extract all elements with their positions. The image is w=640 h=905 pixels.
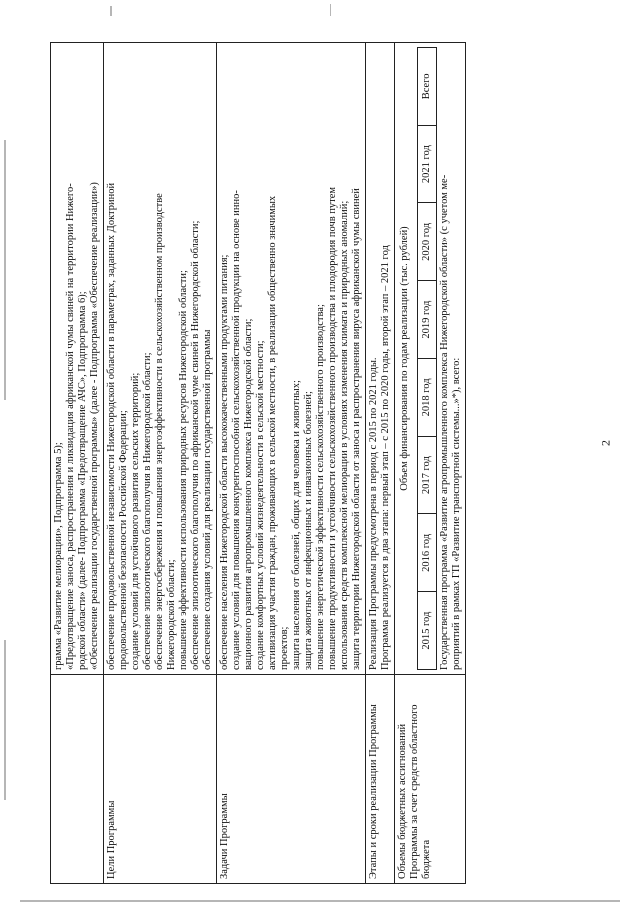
- table-row: [217, 43, 366, 884]
- text-line: обеспечение эпизоотического благополучия в Нижегородской области;: [142, 352, 153, 670]
- text-line: обеспечение энергосбережения и повышения энергоэффективности в сельскохозяйственном производстве: [154, 193, 165, 670]
- row-content: [51, 43, 104, 675]
- text-line: обеспечение создания условий для реализации государственной программы: [202, 329, 213, 670]
- financing-footnote: [437, 47, 463, 670]
- row-label: Объемы бюджетных ассигнований Программы за счет средств областного бюджета: [395, 675, 466, 884]
- table-row: [104, 43, 217, 884]
- text-line: «Предотвращение заноса, распространения и ликвидация африканской чумы свиней на территории Нижего-: [65, 183, 76, 670]
- year-header: 2019 год: [418, 281, 437, 359]
- scan-edge-mark: [110, 6, 112, 16]
- text-line: обеспечение эпизоотического благополучия по африканской чуме свиней в Нижегородской области;: [190, 220, 201, 670]
- financing-years-table: [417, 47, 437, 670]
- text-line: повышение эффективности использования природных ресурсов Нижегородской области;: [178, 270, 189, 670]
- year-header: 2015 год: [418, 592, 437, 670]
- scan-edge-mark: [330, 4, 331, 16]
- text-line: повышение продуктивности и устойчивости сельскохозяйственного производства и плодородия почв путем: [327, 186, 338, 670]
- text-line: защита населения от болезней, общих для человека и животных;: [291, 380, 302, 670]
- text-line: обеспечение населения Нижегородской области высококачественными продуктами питания;: [219, 254, 230, 670]
- scan-edge-mark: [4, 140, 6, 400]
- row-content: [217, 43, 366, 675]
- row-label: Этапы и сроки реализации Программы: [366, 675, 395, 884]
- table-row: [366, 43, 395, 884]
- text-line: обеспечение продовольственной независимости Нижегородской области в параметрах, заданных Доктриной: [106, 182, 117, 670]
- text-line: родской области» (далее- Подпрограмма «Предотвращение АЧС», Подпрограмма 6);: [77, 291, 88, 670]
- year-header: 2017 год: [418, 436, 437, 514]
- row-label: Задачи Программы: [217, 675, 366, 884]
- year-header: 2016 год: [418, 514, 437, 592]
- text-line: создание условий для повышения конкурентоспособной сельскохозяйственной продукции на основе инно-: [231, 190, 242, 670]
- text-line: использования средств комплексной мелиорации в условиях изменения климата и природных аномалий;: [339, 200, 350, 670]
- text-line: Реализация Программы предусмотрена в период с 2015 по 2021 годы.: [368, 357, 379, 670]
- text-line: создание условий для устойчивого развития сельских территорий;: [130, 372, 141, 670]
- text-line: Нижегородской области;: [166, 559, 177, 670]
- row-label: [51, 675, 104, 884]
- year-header: 2020 год: [418, 203, 437, 281]
- table-row: [51, 43, 104, 884]
- text-line: вационного развития агропромышленного комплекса Нижегородской области;: [243, 318, 254, 670]
- text-line: проектов;: [279, 626, 290, 670]
- financing-title: Объем финансирования по годам реализации (тыс. рублей): [399, 226, 410, 491]
- text-line: грамма «Развитие мелиорации», Подпрограмма 5);: [53, 442, 64, 670]
- text-line: Программа реализуется в два этапа: первый этап – с 2015 по 2020 годы, второй этап – 2021 год: [380, 245, 391, 670]
- total-header: Всего: [418, 48, 437, 126]
- text-line: продовольственной безопасности Российской Федерации;: [118, 410, 129, 670]
- text-line: активизация участия граждан, проживающих в сельской местности, в реализации общественно значимых: [267, 195, 278, 670]
- row-content: [366, 43, 395, 675]
- table-row: [418, 48, 437, 670]
- year-header: 2021 год: [418, 125, 437, 203]
- row-label: Цели Программы: [104, 675, 217, 884]
- text-line: Государственная программа «Развитие агропромышленного комплекса Нижегородской области» (с учетом ме-: [439, 174, 450, 670]
- text-line: повышение энергетической эффективности сельскохозяйственного производства;: [315, 304, 326, 670]
- row-content: [104, 43, 217, 675]
- scan-edge-mark: [4, 640, 6, 800]
- rotated-passport-table: [50, 42, 574, 884]
- financing-cell: [395, 43, 466, 675]
- table-row: [395, 43, 466, 884]
- text-line: защита территории Нижегородской области от заноса и распространения вируса африканской чумы свиней: [351, 188, 362, 670]
- scan-edge-mark: [20, 900, 620, 902]
- year-header: 2018 год: [418, 359, 437, 437]
- page-number: 2: [598, 440, 613, 446]
- text-line: создание комфортных условий жизнедеятельности в сельской местности;: [255, 340, 266, 670]
- text-line: защита животных от инфекционных и инвазионных болезней;: [303, 391, 314, 670]
- text-line: «Обеспечение реализации государственной программы» (далее - Подпрограмма «Обеспечение реализации»): [89, 182, 100, 670]
- program-passport-table: [50, 42, 466, 884]
- text-line: роприятий в рамках ГП «Развитие транспортной системы...»*), всего:: [451, 357, 462, 670]
